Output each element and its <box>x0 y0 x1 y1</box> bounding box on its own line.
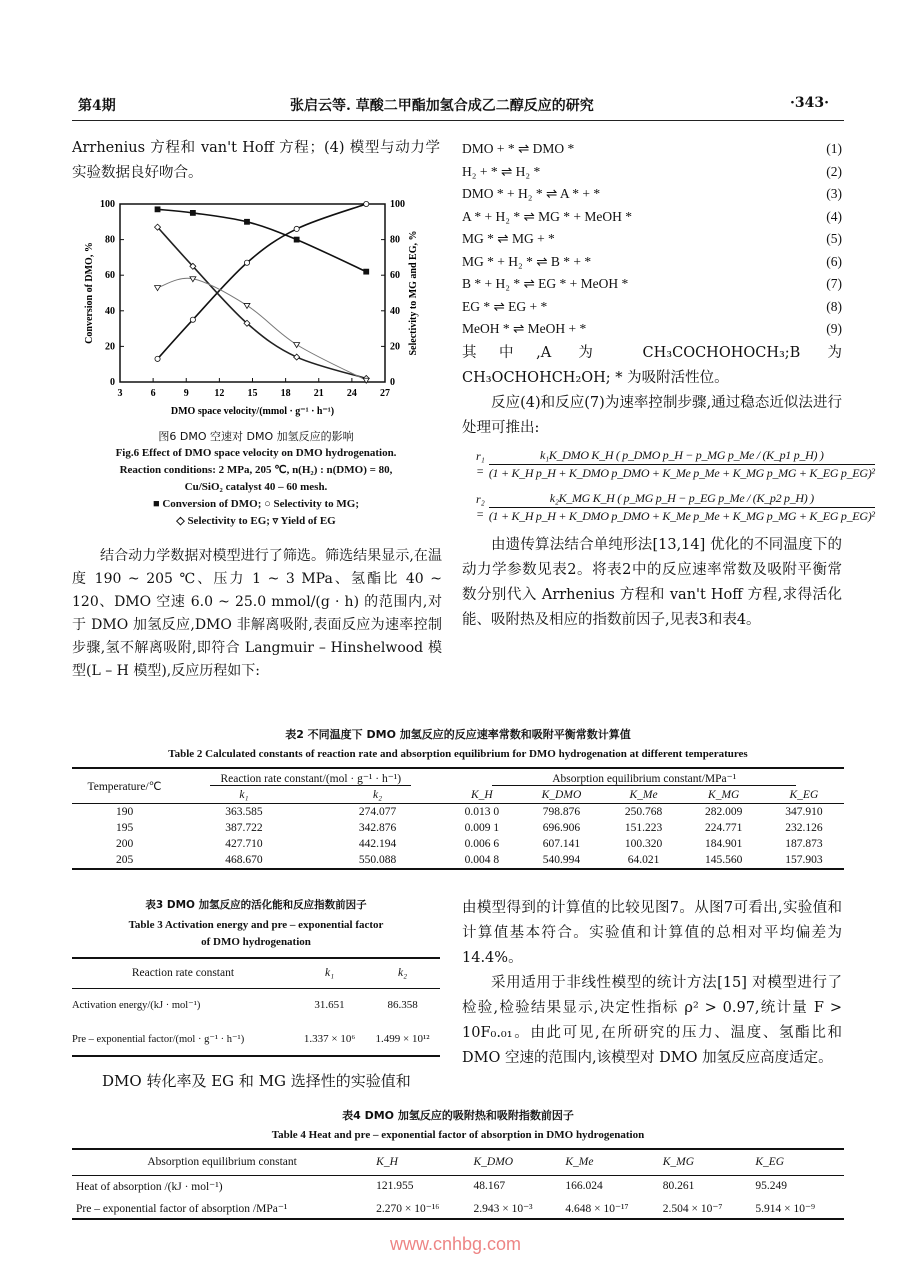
y2-tick-label: 40 <box>390 305 400 317</box>
table-cell: Pre – exponential factor/(mol · g⁻¹ · h⁻¹) <box>72 1033 245 1045</box>
table-row <box>72 1197 844 1219</box>
x-tick-label: 15 <box>247 388 258 399</box>
table2-header-rate <box>177 768 444 787</box>
table-cell: 145.560 <box>705 854 743 866</box>
y-tick-label: 20 <box>105 341 115 353</box>
right-paragraph-2: 由遗传算法结合单纯形法[13,14] 优化的不同温度下的动力学参数见表2。将表2中的反应速率常数及吸附平衡常数分别代入 Arrhenius 方程和 van't Hoff 方程,求得活化能、吸附热及相应的指数前因子,见表3和表4。 <box>462 536 842 628</box>
y2-tick-label: 100 <box>390 199 405 210</box>
table-cell: 696.906 <box>542 822 581 834</box>
table-row <box>72 852 844 869</box>
table-cell: 0.009 1 <box>464 822 500 834</box>
data-point <box>364 201 369 206</box>
data-point <box>294 226 299 231</box>
figure-caption-en: Fig.6 Effect of DMO space velocity on DMO hydrogenation. <box>115 447 397 459</box>
data-point <box>294 354 300 360</box>
table-cell: 5.914 × 10⁻⁹ <box>755 1202 816 1215</box>
table-cell: Heat of absorption /(kJ · mol⁻¹) <box>76 1181 223 1194</box>
table-cell: 274.077 <box>358 806 397 818</box>
table2-header-abs <box>444 768 844 787</box>
table2-col-header: K_EG <box>789 789 819 801</box>
data-point <box>155 207 160 212</box>
table-cell: 95.249 <box>755 1180 787 1193</box>
reaction-number: (2) <box>826 163 842 179</box>
header-rule <box>72 120 844 121</box>
table-cell: 232.126 <box>785 822 823 834</box>
y-tick-label: 0 <box>110 377 115 388</box>
table-cell: 2.943 × 10⁻³ <box>473 1202 533 1215</box>
table-cell: 48.167 <box>473 1180 506 1193</box>
table-cell: 387.722 <box>225 822 263 834</box>
reaction-equation <box>462 138 842 161</box>
data-point <box>244 260 249 265</box>
reaction-formula: B * + H₂ * ⇌ EG * + MeOH * <box>462 276 629 291</box>
table-cell: 86.358 <box>387 999 418 1012</box>
table-cell: 100.320 <box>624 838 663 850</box>
reaction-equation <box>462 161 842 184</box>
table2-col-header: K_DMO <box>541 789 582 801</box>
reaction-equation <box>462 206 842 229</box>
figure-conditions: Reaction conditions: 2 MPa, 205 ℃, n(H₂) : n(DMO) = 80, <box>119 464 393 476</box>
table3-header-0: Reaction rate constant <box>131 967 235 980</box>
data-point <box>364 269 369 274</box>
y-tick-label: 60 <box>105 270 115 282</box>
x-axis-label: DMO space velocity/(mmol · g⁻¹ · h⁻¹) <box>170 406 335 417</box>
data-point <box>190 210 195 215</box>
r1-denominator: (1 + K_H p_H + K_DMO p_DMO + K_Me p_Me + K_MG p_MG + K_EG p_EG)² <box>488 465 875 480</box>
reaction-number: (9) <box>826 321 842 336</box>
y2-axis-label: Selectivity to MG and EG, % <box>408 230 419 356</box>
y2-tick-label: 20 <box>390 341 400 353</box>
reaction-equation <box>462 273 842 296</box>
reaction-number: (3) <box>826 186 842 201</box>
issue-number: 第4期 <box>78 98 116 114</box>
table2-title-cn: 表2 不同温度下 DMO 加氢反应的反应速率常数和吸附平衡常数计算值 <box>285 728 631 741</box>
table-cell: 184.901 <box>705 838 743 850</box>
table2-header-abs-label: Absorption equilibrium constant/MPa⁻¹ <box>492 773 796 786</box>
rate-equation-r2 <box>476 490 875 525</box>
table-cell: 224.771 <box>705 822 743 834</box>
reaction-number: (7) <box>826 276 842 291</box>
x-tick-label: 27 <box>380 388 390 399</box>
reaction-formula: MeOH * ⇌ MeOH + * <box>462 321 587 336</box>
table-row <box>72 988 440 1022</box>
r1-numerator: k₁K_DMO K_H ( p_DMO p_H − p_MG p_Me / (K_p1 p_H) ) <box>489 447 875 465</box>
table2-col-header: k₂ <box>373 789 383 801</box>
table-cell: 187.873 <box>785 838 823 850</box>
reaction-number: (6) <box>826 253 842 269</box>
x-tick-label: 9 <box>183 388 189 399</box>
table-cell: 151.223 <box>624 822 663 834</box>
figure-legend-2: ◇ Selectivity to EG; ▿ Yield of EG <box>176 515 336 527</box>
table4-col-header: K_MG <box>662 1156 695 1169</box>
table2-col-header: k₁ <box>239 789 249 801</box>
table-row <box>72 1022 440 1056</box>
figure-caption-cn: 图6 DMO 空速对 DMO 加氢反应的影响 <box>158 430 354 443</box>
table-cell: 4.648 × 10⁻¹⁷ <box>565 1202 629 1215</box>
right-paragraph-3: 由模型得到的计算值的比较见图7。从图7可看出,实验值和计算值基本符合。实验值和计算值的总相对平均偏差为 14.4%。 <box>462 900 842 966</box>
reaction-formula: MG * + H₂ * ⇌ B * + * <box>462 253 592 269</box>
table-cell: 798.876 <box>542 806 581 818</box>
r2-numerator: k₂K_MG K_H ( p_MG p_H − p_EG p_Me / (K_p2 p_H) ) <box>489 490 875 508</box>
y-tick-label: 80 <box>105 234 115 246</box>
reaction-number: (1) <box>826 141 842 156</box>
table-cell: 342.876 <box>358 822 397 834</box>
table-row <box>72 1175 844 1197</box>
data-point <box>294 343 300 348</box>
table2-col-header: K_MG <box>708 789 740 801</box>
table-cell: 2.504 × 10⁻⁷ <box>662 1202 723 1215</box>
table-cell: 1.499 × 10¹² <box>375 1032 430 1045</box>
right-paragraph-4: 采用适用于非线性模型的统计方法[15] 对模型进行了检验,检验结果显示,决定性指标 ρ² > 0.97,统计量 F > 10F₀.₀₁。由此可见,在所研究的压力、温度、氢酯比和 DMO 空速的范围内,该模型对 DMO 加氢反应高度适定。 <box>462 975 842 1066</box>
table-cell: 31.651 <box>314 999 345 1012</box>
reaction-list <box>462 138 842 341</box>
page-number: ·343· <box>790 95 829 111</box>
table-cell: 157.903 <box>785 854 823 866</box>
right-paragraph-1: 反应(4)和反应(7)为速率控制步骤,通过稳态近似法进行处理可推出: <box>462 394 842 436</box>
data-point <box>244 303 250 308</box>
table-cell: 166.024 <box>565 1180 603 1193</box>
data-point <box>244 219 249 224</box>
reaction-formula: DMO + * ⇌ DMO * <box>462 141 575 156</box>
left-paragraph-2: DMO 转化率及 EG 和 MG 选择性的实验值和 <box>102 1072 411 1090</box>
table2-col-header: K_Me <box>629 789 658 801</box>
reaction-number: (4) <box>826 208 842 224</box>
y2-tick-label: 0 <box>390 377 395 388</box>
r1-lhs: r₁ = <box>476 449 485 478</box>
left-intro: Arrhenius 方程和 van't Hoff 方程；(4) 模型与动力学实验数据良好吻合。 <box>72 140 440 181</box>
rate-equation-r1 <box>476 447 875 482</box>
table-cell: 200 <box>115 838 134 850</box>
table-cell: 0.006 6 <box>464 838 500 850</box>
reaction-equation <box>462 318 842 341</box>
right-column-top <box>462 138 875 633</box>
x-tick-label: 3 <box>117 388 123 399</box>
table-cell: 1.337 × 10⁶ <box>303 1032 356 1045</box>
table2-col-header: K_H <box>471 789 493 801</box>
table3-title-en-2: of DMO hydrogenation <box>201 936 311 948</box>
table-cell: 540.994 <box>542 854 581 866</box>
table-4 <box>72 1148 844 1220</box>
reaction-number: (5) <box>826 231 842 246</box>
table-cell: 195 <box>115 822 134 834</box>
r2-lhs: r₂ = <box>476 492 485 521</box>
reaction-formula: MG * ⇌ MG + * <box>462 231 555 246</box>
table-cell: 550.088 <box>358 854 397 866</box>
table-cell: 607.141 <box>542 838 581 850</box>
table-cell: 468.670 <box>225 854 263 866</box>
watermark: www.cnhbg.com <box>390 1234 522 1254</box>
table-cell: 442.194 <box>358 838 397 850</box>
species-definitions: 其中,A 为 CH₃COCHOHOCH₃;B 为 CH₃OCHOHCH₂OH; * 为吸附活性位。 <box>462 344 842 386</box>
table2-header-temp: Temperature/℃ <box>72 768 177 804</box>
table-cell: 205 <box>115 854 134 866</box>
table2-title-en: Table 2 Calculated constants of reaction rate and absorption equilibrium for DMO hydrogenation at different temperatures <box>168 748 748 760</box>
table-cell: 0.013 0 <box>464 806 500 818</box>
reaction-formula: H₂ + * ⇌ H₂ * <box>462 163 541 179</box>
data-point <box>155 356 160 361</box>
reaction-equation <box>462 251 842 274</box>
data-point <box>155 286 161 291</box>
table-2 <box>72 767 844 870</box>
right-column-bottom <box>462 896 842 1071</box>
table-cell: 250.768 <box>624 806 663 818</box>
reaction-equation <box>462 296 842 319</box>
table2-header-rate-label: Reaction rate constant/(mol · g⁻¹ · h⁻¹) <box>210 773 411 786</box>
reaction-formula: DMO * + H₂ * ⇌ A * + * <box>462 186 601 201</box>
table3-header-k1: k₁ <box>324 967 335 980</box>
x-tick-label: 6 <box>150 388 156 399</box>
reaction-equation <box>462 228 842 251</box>
table-cell: 190 <box>115 806 134 818</box>
table-cell: 0.004 8 <box>464 854 500 866</box>
x-tick-label: 24 <box>346 388 357 399</box>
table3-title-en-1: Table 3 Activation energy and pre – exponential factor <box>128 919 384 931</box>
y-tick-label: 40 <box>105 305 115 317</box>
data-point <box>190 317 195 322</box>
table4-title-en: Table 4 Heat and pre – exponential factor of absorption in DMO hydrogenation <box>271 1129 645 1141</box>
data-point <box>294 237 299 242</box>
table4-title-cn: 表4 DMO 加氢反应的吸附热和吸附指数前因子 <box>342 1109 574 1122</box>
x-tick-label: 21 <box>313 388 324 399</box>
table-cell: 64.021 <box>627 854 660 866</box>
running-title: 张启云等. 草酸二甲酯加氢合成乙二醇反应的研究 <box>290 98 594 114</box>
table3-title-cn: 表3 DMO 加氢反应的活化能和反应指数前因子 <box>145 899 367 911</box>
table-cell: 427.710 <box>225 838 263 850</box>
y2-tick-label: 80 <box>390 234 400 246</box>
y2-tick-label: 60 <box>390 270 400 282</box>
table-cell: Pre – exponential factor of absorption /MPa⁻¹ <box>76 1202 288 1215</box>
y-axis-label: Conversion of DMO, % <box>84 242 95 344</box>
table-3 <box>72 957 440 1057</box>
table4-col-header: K_Me <box>565 1156 594 1169</box>
series-line-yield-of-eg <box>158 278 367 380</box>
table4-col-header: Absorption equilibrium constant <box>147 1156 297 1169</box>
table-cell: 363.585 <box>225 806 263 818</box>
table-cell: 121.955 <box>376 1180 414 1193</box>
table-cell: 2.270 × 10⁻¹⁶ <box>376 1202 440 1215</box>
table4-col-header: K_DMO <box>473 1156 514 1169</box>
table4-col-header: K_H <box>376 1156 398 1169</box>
figure-catalyst: Cu/SiO₂ catalyst 40 – 60 mesh. <box>184 481 328 493</box>
table3-header-k2: k₂ <box>398 967 408 980</box>
y-tick-label: 100 <box>100 199 115 210</box>
table-cell: Activation energy/(kJ · mol⁻¹) <box>72 1000 201 1012</box>
figure-legend-1: ■ Conversion of DMO; ○ Selectivity to MG; <box>152 498 360 510</box>
table-row <box>72 836 844 852</box>
table4-col-header: K_EG <box>755 1156 785 1169</box>
figure-6-chart <box>78 190 428 420</box>
table-row <box>72 820 844 836</box>
table-cell: 282.009 <box>705 806 743 818</box>
left-paragraph: 结合动力学数据对模型进行了筛选。筛选结果显示,在温度 190 ~ 205 ℃、压力 1 ~ 3 MPa、氢酯比 40 ~ 120、DMO 空速 6.0 ~ 25.0 mmol/(g · h) 的范围内,对于 DMO 加氢反应,DMO 非解离吸附,表面反应为速率控制步骤,氢不解离吸附,即符合 Langmuir – Hinshelwood 模型(L – H 模型),反应历程如下: <box>72 548 442 679</box>
table3-block <box>72 897 440 1094</box>
reaction-number: (8) <box>826 298 842 314</box>
table-cell: 80.261 <box>662 1180 695 1193</box>
figure-caption <box>72 428 440 530</box>
reaction-formula: A * + H₂ * ⇌ MG * + MeOH * <box>462 208 632 224</box>
x-tick-label: 12 <box>214 388 225 399</box>
table-cell: 347.910 <box>785 806 823 818</box>
table-row <box>72 804 844 821</box>
reaction-equation <box>462 183 842 206</box>
reaction-formula: EG * ⇌ EG + * <box>462 298 548 314</box>
x-tick-label: 18 <box>280 388 291 399</box>
r2-denominator: (1 + K_H p_H + K_DMO p_DMO + K_Me p_Me + K_MG p_MG + K_EG p_EG)² <box>488 508 875 523</box>
